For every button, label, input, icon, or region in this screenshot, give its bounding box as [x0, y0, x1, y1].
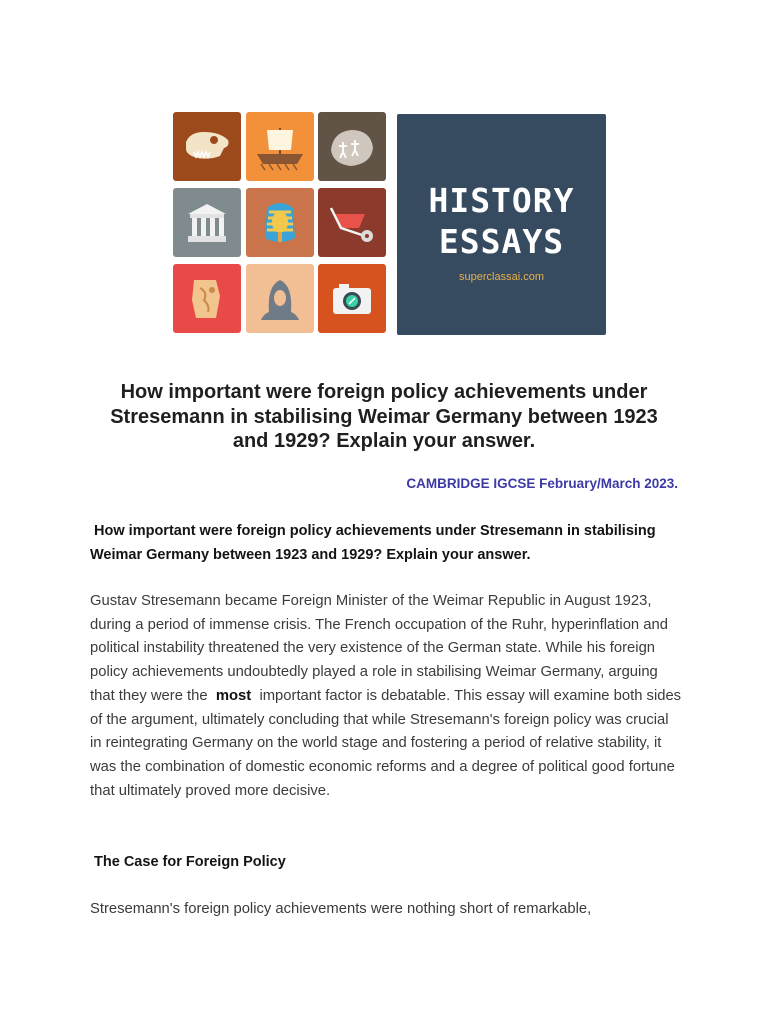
history-essays-banner — [173, 112, 606, 335]
tile-dinosaur — [173, 112, 241, 181]
section-heading — [90, 851, 286, 873]
tile-temple — [173, 188, 241, 257]
knight-helmet-icon — [253, 272, 307, 326]
camera-icon — [325, 272, 379, 326]
tile-pharaoh — [246, 188, 314, 257]
dinosaur-skull-icon — [180, 120, 234, 174]
tile-camera — [318, 264, 386, 333]
pharaoh-mask-icon — [253, 196, 307, 250]
source-link[interactable]: CAMBRIDGE IGCSE February/March 2023. — [406, 476, 678, 491]
wheelbarrow-icon — [325, 196, 379, 250]
intro-emphasis: most — [211, 687, 256, 704]
cover-title — [397, 180, 606, 262]
cover-title-line2: ESSAYS — [438, 222, 565, 261]
intro-text-2: important factor is debatable. This essay will examine both sides of the argument, ultimately concluding that while Stresemann's foreign policy was crucial in reintegrating Germany on the world stage and fostering a period of relative stability, it was the combination of domestic economic reforms and a degree of political good fortune that ultimately proved more decisive. — [90, 687, 686, 799]
greek-temple-icon — [180, 196, 234, 250]
page-title: How important were foreign policy achievements under Stresemann in stabilising Weimar Germany between 1923 and 1929? Explain your answer. — [110, 381, 658, 452]
viking-ship-icon — [253, 120, 307, 174]
section-heading-text: The Case for Foreign Policy — [90, 854, 286, 870]
tile-wheelbarrow — [318, 188, 386, 257]
tile-cave — [318, 112, 386, 181]
question-heading — [90, 519, 680, 567]
cover-url: superclassai.com — [459, 271, 544, 283]
cover-panel — [397, 114, 606, 335]
cave-painting-icon — [325, 120, 379, 174]
body-paragraph: Stresemann's foreign policy achievements were nothing short of remarkable, — [90, 901, 592, 917]
tile-ship — [246, 112, 314, 181]
ancient-map-icon — [180, 272, 234, 326]
tile-map — [173, 264, 241, 333]
question-text: How important were foreign policy achievements under Stresemann in stabilising Weimar Germany between 1923 and 1929? Explain your answer. — [90, 523, 660, 563]
intro-paragraph — [90, 590, 686, 803]
cover-title-line1: HISTORY — [428, 181, 575, 220]
tile-knight — [246, 264, 314, 333]
intro-text-1: Gustav Stresemann became Foreign Minister of the Weimar Republic in August 1923, during a period of immense crisis. The French occupation of the Ruhr, hyperinflation and political instability threatened the very existence of the German state. While his foreign policy achievements undoubtedly played a role in stabilising Weimar Germany, arguing that they were the — [90, 593, 673, 704]
